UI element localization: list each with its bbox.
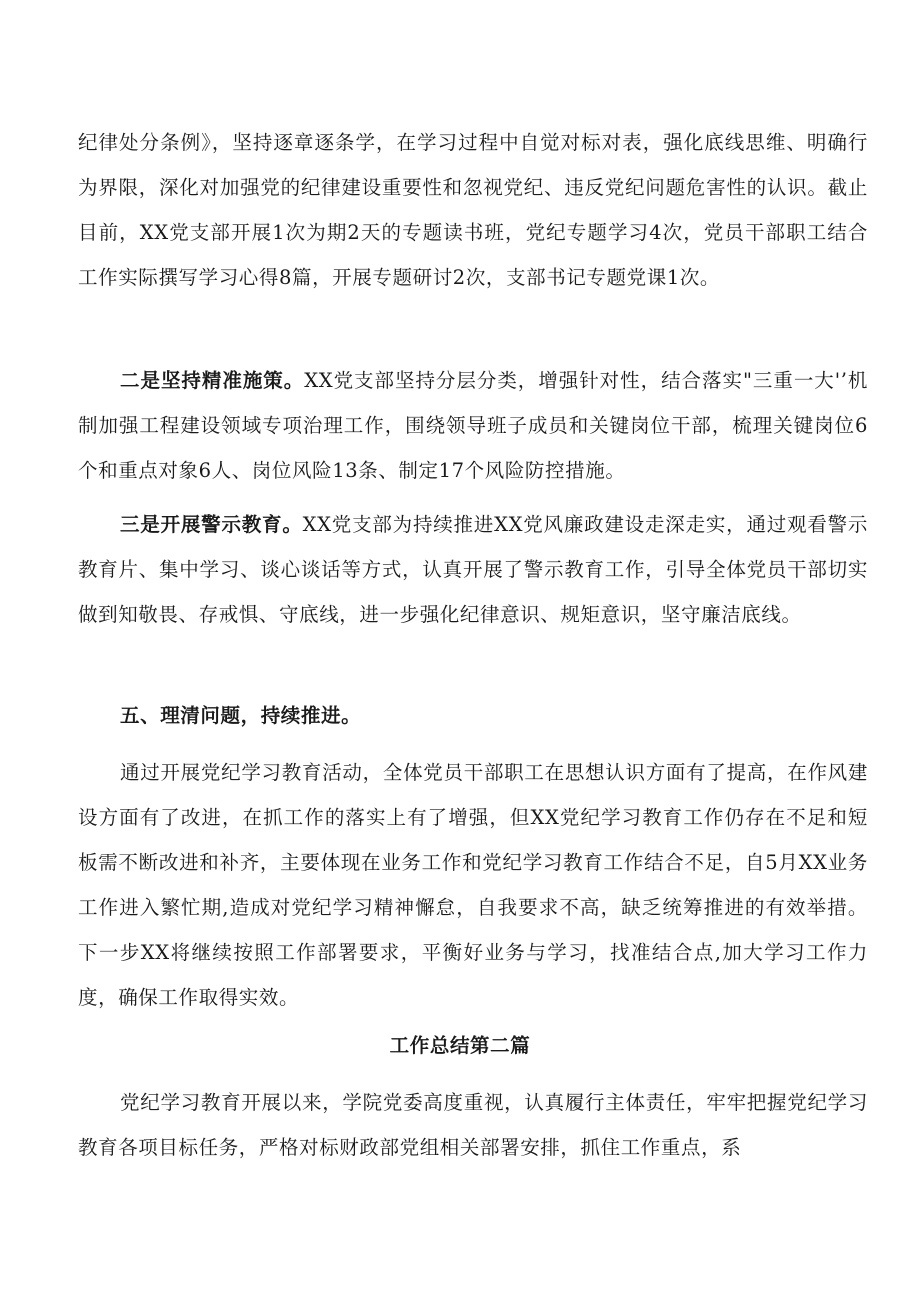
paragraph-problems — [78, 750, 868, 1020]
paragraph-precise-policy — [78, 358, 868, 493]
paragraph-discipline-study — [78, 120, 868, 300]
document-subtitle: 工作总结第二篇 — [389, 1034, 531, 1057]
paragraph-second-summary — [78, 1080, 868, 1170]
paragraph-warning-education — [78, 502, 868, 637]
section-heading-five: 五、理清问题，持续推进。 — [120, 704, 362, 727]
paragraph-lead: 二是坚持精准施策。 — [120, 369, 305, 392]
paragraph-text: 纪律处分条例》，坚持逐章逐条学，在学习过程中自觉对标对表，强化底线思维、明确行为界限，深化对加强党的纪律建设重要性和忽视党纪、违反党纪问题危害性的认识。截止目前，XX党支部开展1次为期2天的专题读书班，党纪专题学习4次，党员干部职工结合工作实际撰写学习心得8篇，开展专题研讨2次，支部书记专题党课1次。 — [78, 131, 868, 289]
paragraph-lead: 三是开展警示教育。 — [120, 513, 303, 536]
paragraph-text: XX党支部为持续推进XX党风廉政建设走深走实，通过观看警示教育片、集中学习、谈心谈话等方式，认真开展了警示教育工作，引导全体党员干部切实做到知敬畏、存戒惧、守底线，进一步强化纪律意识、规矩意识，坚守廉洁底线。 — [78, 513, 868, 626]
paragraph-text: XX党支部坚持分层分类，增强针对性，结合落实"三重一大'’机制加强工程建设领域专项治理工作，围绕领导班子成员和关键岗位干部，梳理关键岗位6个和重点对象6人、岗位风险13条、制定17个风险防控措施。 — [78, 369, 869, 482]
paragraph-text: 党纪学习教育开展以来，学院党委高度重视，认真履行主体责任，牢牢把握党纪学习教育各项目标任务，严格对标财政部党组相关部署安排，抓住工作重点，系 — [78, 1091, 868, 1159]
paragraph-text: 通过开展党纪学习教育活动，全体党员干部职工在思想认识方面有了提高，在作风建设方面有了改进，在抓工作的落实上有了增强，但XX党纪学习教育工作仍存在不足和短板需不断改进和补齐，主要体现在业务工作和党纪学习教育工作结合不足，自5月XX业务工作进入繁忙期,造成对党纪学习精神懈怠，自我要求不高，缺乏统筹推进的有效举措。下一步XX将继续按照工作部署要求，平衡好业务与学习，找准结合点,加大学习工作力度，确保工作取得实效。 — [78, 761, 868, 1009]
